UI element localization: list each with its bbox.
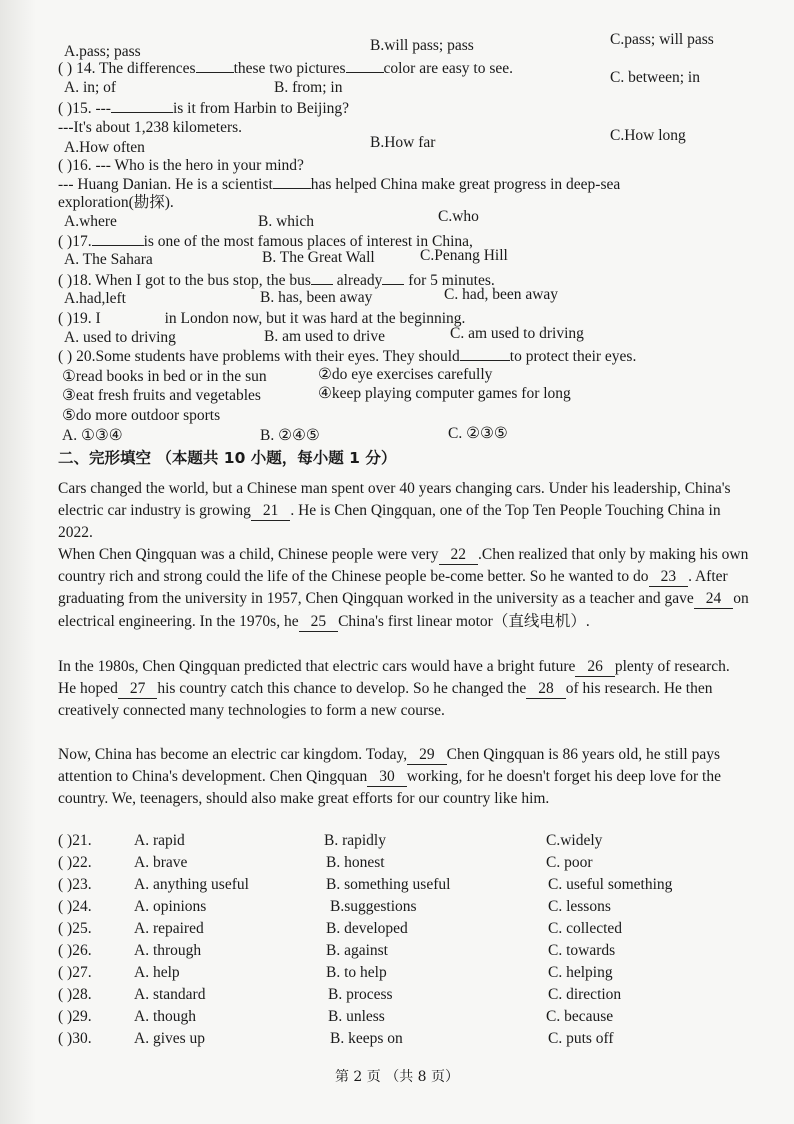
q14-blank-2	[346, 58, 384, 73]
q18-blank-2	[382, 270, 404, 285]
q20-item-3: ③eat fresh fruits and vegetables	[62, 387, 261, 404]
q14-stem-c: color are easy to see.	[383, 60, 514, 77]
cloze-paragraph-4	[58, 744, 750, 811]
cloze-option-c: C. poor	[546, 854, 593, 871]
cloze-row-number: ( )30.	[58, 1030, 92, 1047]
cloze-row-number: ( )27.	[58, 964, 92, 981]
q15-stem	[58, 98, 349, 119]
passage-p3-a: In the 1980s, Chen Qingquan predicted that electric cars would have a bright future	[58, 658, 576, 675]
cloze-option-c: C. because	[546, 1008, 614, 1025]
section-2-title: 二、完形填空 （本题共 10 小题，每小题 1 分）	[58, 449, 397, 467]
q14-stem-a: ( ) 14. The differences	[58, 60, 196, 77]
q18-stem-c: for 5 minutes.	[408, 272, 495, 289]
q16-stem: ( )16. --- Who is the hero in your mind?	[58, 157, 304, 174]
q16-option-a: A.where	[64, 213, 117, 230]
q19-stem-a: ( )19. I	[58, 310, 101, 327]
q14-option-a: A. in; of	[64, 79, 117, 96]
passage-p1-a: Cars changed the world, but a Chinese man spent over 40 years changing cars. Under his leadership, China's electric car industry is growing	[58, 480, 731, 520]
q15-option-c: C.How long	[610, 127, 686, 144]
q19-stem	[58, 309, 465, 329]
q16-line-3: exploration(勘探).	[58, 194, 174, 211]
cloze-option-b: B. process	[328, 986, 393, 1003]
blank-25: 25	[299, 613, 339, 632]
q16-line-2-b: has helped China make great progress in deep-sea	[310, 176, 621, 193]
q20-item-5: ⑤do more outdoor sports	[62, 407, 221, 424]
passage-p3-d: of his research. He then creatively connected many technologies to form a new course.	[58, 680, 713, 720]
q18-option-b: B. has, been away	[260, 289, 373, 306]
blank-23: 23	[649, 568, 689, 587]
q17-blank	[92, 231, 144, 246]
q20-item-2: ②do eye exercises carefully	[318, 366, 493, 383]
q14-blank-1	[196, 58, 234, 73]
q13-option-a: A.pass; pass	[64, 43, 141, 60]
cloze-option-a: A. through	[134, 942, 202, 959]
blank-22: 22	[439, 546, 479, 565]
passage-p2-d: on electrical engineering. In the 1970s, he	[58, 590, 749, 630]
q20-item-1: ①read books in bed or in the sun	[62, 368, 267, 385]
q16-option-c: C.who	[438, 208, 479, 225]
cloze-paragraph-1	[58, 478, 750, 545]
q20-blank	[460, 346, 510, 361]
blank-28: 28	[526, 680, 566, 699]
q20-option-b: B. ②④⑤	[260, 427, 320, 444]
cloze-row	[58, 1030, 748, 1052]
cloze-option-a: A. repaired	[134, 920, 204, 937]
q16-line-2	[58, 174, 620, 195]
q14-option-b: B. from; in	[274, 79, 343, 96]
q15-answer-line: ---It's about 1,238 kilometers.	[58, 119, 243, 136]
cloze-option-b: B. against	[326, 942, 388, 959]
q14-stem-b: these two pictures	[233, 60, 346, 77]
cloze-row-number: ( )25.	[58, 920, 92, 937]
q20-option-a: A. ①③④	[62, 427, 123, 444]
q19-stem-b: in London now, but it was hard at the beginning.	[164, 310, 466, 327]
blank-21: 21	[251, 502, 291, 521]
q20-option-c: C. ②③⑤	[448, 425, 508, 442]
cloze-row	[58, 1008, 748, 1030]
cloze-option-b: B. keeps on	[330, 1030, 403, 1047]
cloze-option-a: A. brave	[134, 854, 188, 871]
q18-stem-b: already	[336, 272, 383, 289]
q19-option-a: A. used to driving	[64, 329, 176, 346]
cloze-option-a: A. help	[134, 964, 180, 981]
passage-p3-c: his country catch this chance to develop. So he changed the	[157, 680, 527, 698]
cloze-row	[58, 876, 748, 898]
blank-29: 29	[407, 746, 447, 765]
cloze-option-b: B. developed	[326, 920, 408, 937]
cloze-option-a: A. standard	[134, 986, 206, 1003]
cloze-row	[58, 986, 748, 1008]
blank-30: 30	[367, 768, 407, 787]
cloze-option-c: C. lessons	[548, 898, 611, 915]
q20-item-4: ④keep playing computer games for long	[318, 385, 571, 402]
scan-shadow	[0, 0, 36, 1124]
q14-option-c: C. between; in	[610, 69, 700, 86]
q16-line-2-a: --- Huang Danian. He is a scientist	[58, 176, 273, 193]
cloze-row	[58, 898, 748, 920]
q17-stem-a: ( )17.	[58, 233, 92, 250]
q15-stem-a: ( )15. ---	[58, 100, 111, 117]
passage-p2-a: When Chen Qingquan was a child, Chinese people were very	[58, 546, 439, 563]
cloze-option-c: C. collected	[548, 920, 623, 937]
q20-stem	[58, 346, 636, 367]
passage-p4-b: Chen Qingquan is 86 years old, he still pays attention to China's development. Chen Qingquan	[58, 746, 721, 786]
cloze-option-c: C. direction	[548, 986, 622, 1003]
cloze-row	[58, 964, 748, 986]
cloze-row-number: ( )28.	[58, 986, 92, 1003]
cloze-option-a: A. gives up	[134, 1030, 206, 1047]
cloze-paragraph-2	[58, 544, 750, 633]
cloze-option-c: C. towards	[548, 942, 616, 959]
cloze-paragraph-3	[58, 656, 750, 723]
q18-option-c: C. had, been away	[444, 286, 559, 303]
q20-stem-b: to protect their eyes.	[509, 348, 637, 365]
cloze-option-a: A. anything useful	[134, 876, 249, 893]
cloze-option-c: C. puts off	[548, 1030, 614, 1047]
q19-option-b: B. am used to drive	[264, 328, 385, 345]
cloze-option-b: B. honest	[326, 854, 385, 871]
blank-24: 24	[694, 590, 734, 609]
cloze-row-number: ( )29.	[58, 1008, 92, 1025]
page-footer: 第 2 页 （共 8 页）	[334, 1069, 460, 1085]
cloze-option-b: B. rapidly	[324, 832, 386, 849]
q13-option-b: B.will pass; pass	[370, 37, 474, 54]
q17-option-a: A. The Sahara	[64, 251, 153, 268]
cloze-row-number: ( )21.	[58, 832, 92, 849]
q19-option-c: C. am used to driving	[450, 325, 584, 342]
cloze-row-number: ( )24.	[58, 898, 92, 915]
passage-p4-c: working, for he doesn't forget his deep love for the country. We, teenagers, should also make great efforts for our country like him.	[58, 768, 721, 808]
q16-blank	[273, 174, 311, 189]
passage-p2-e: China's first linear motor（直线电机）.	[338, 612, 590, 630]
cloze-row	[58, 832, 748, 854]
cloze-option-b: B. to help	[326, 964, 387, 981]
cloze-option-b: B.suggestions	[330, 898, 417, 915]
cloze-option-a: A. though	[134, 1008, 196, 1025]
cloze-row-number: ( )23.	[58, 876, 92, 893]
passage-p1-b: . He is Chen Qingquan, one of the Top Ten People Touching China in 2022.	[58, 502, 721, 542]
q18-stem-a: ( )18. When I got to the bus stop, the bus	[58, 272, 311, 289]
cloze-row	[58, 942, 748, 964]
cloze-row	[58, 920, 748, 942]
cloze-option-c: C.widely	[546, 832, 603, 849]
q18-option-a: A.had,left	[64, 290, 126, 307]
q15-stem-b: is it from Harbin to Beijing?	[172, 100, 350, 117]
q16-option-b: B. which	[258, 213, 314, 230]
q14-stem	[58, 58, 513, 79]
passage-p2-c: . After graduating from the university in 1957, Chen Qingquan worked in the university as a teacher and gave	[58, 568, 728, 608]
cloze-row	[58, 854, 748, 876]
passage-p3-b: plenty of research. He hoped	[58, 658, 730, 698]
q17-option-b: B. The Great Wall	[262, 249, 375, 266]
q18-blank-1	[311, 270, 333, 285]
q15-option-b: B.How far	[370, 134, 436, 151]
passage-p4-a: Now, China has become an electric car kingdom. Today,	[58, 746, 408, 763]
passage-p2-b: .Chen realized that only by making his own country rich and strong could the life of the Chinese people be-come better. So he wanted to do	[58, 546, 749, 586]
blank-26: 26	[575, 658, 615, 677]
q15-blank	[111, 98, 173, 113]
q17-stem-b: is one of the most famous places of interest in China,	[143, 233, 473, 250]
cloze-option-a: A. opinions	[134, 898, 207, 915]
q20-stem-a: ( ) 20.Some students have problems with their eyes. They should	[58, 348, 460, 365]
q15-option-a: A.How often	[64, 139, 145, 156]
cloze-option-b: B. unless	[328, 1008, 385, 1025]
q13-option-c: C.pass; will pass	[610, 31, 714, 48]
cloze-row-number: ( )22.	[58, 854, 92, 871]
cloze-row-number: ( )26.	[58, 942, 92, 959]
q17-option-c: C.Penang Hill	[420, 247, 508, 264]
cloze-option-c: C. helping	[548, 964, 613, 981]
cloze-option-b: B. something useful	[326, 876, 451, 893]
blank-27: 27	[118, 680, 158, 699]
cloze-option-c: C. useful something	[548, 876, 673, 893]
cloze-option-a: A. rapid	[134, 832, 185, 849]
